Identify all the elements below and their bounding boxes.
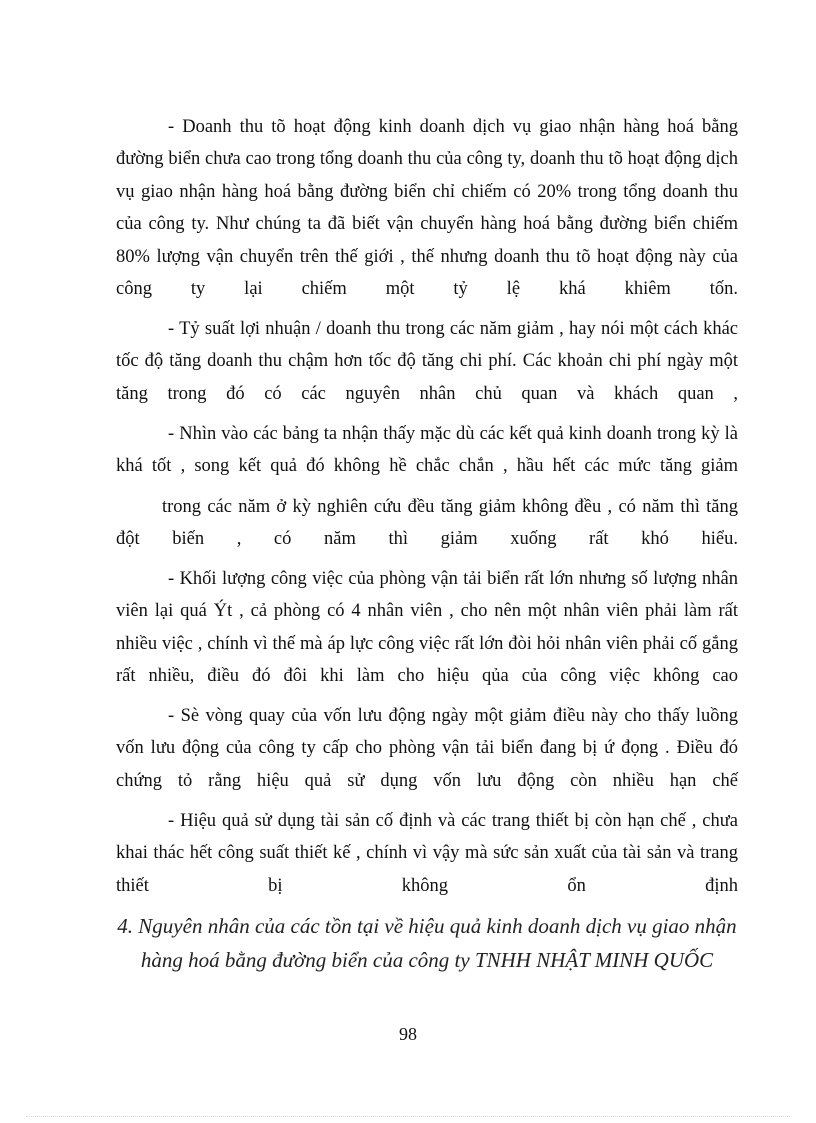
paragraph-text: - Sè vòng quay của vốn lưu động ngày một giảm điều này cho thấy luồng vốn lưu động của công ty cấp cho phòng vận tải biển đang bị ứ đọng . Điều đó chứng tỏ rằng hiệu quả sử dụng vốn lưu động còn nhiều hạn chế <box>116 706 738 791</box>
paragraph-fixed-assets <box>116 805 738 902</box>
paragraph-text: - Doanh thu tõ hoạt động kinh doanh dịch vụ giao nhận hàng hoá bằng đường biển chưa cao trong tổng doanh thu của công ty, doanh thu tõ hoạt động dịch vụ giao nhận hàng hoá bằng đường biển chỉ chiếm có 20% trong tổng doanh thu của công ty. Như chúng ta đã biết vận chuyển hàng hoá bằng đường biển chiếm 80% lượng vận chuyển trên thế giới , thế nhưng doanh thu tõ hoạt động này của công ty lại chiếm một tỷ lệ khá khiêm tốn. <box>116 117 738 300</box>
paragraph-text: - Hiệu quả sử dụng tài sản cố định và các trang thiết bị còn hạn chế , chưa khai thác hết công suất thiết kế , chính vì vậy mà sức sản xuất của tài sản và trang thiết bị không ổn định <box>116 811 738 896</box>
page-number: 98 <box>399 1024 417 1044</box>
paragraph-results-continued <box>116 491 738 556</box>
paragraph-text: - Tỷ suất lợi nhuận / doanh thu trong các năm giảm , hay nói một cách khác tốc độ tăng doanh thu chậm hơn tốc độ tăng chi phí. Các khoản chi phí ngày một tăng trong đó có các nguyên nhân chủ quan và khách quan , <box>116 319 738 404</box>
paragraph-profit-ratio <box>116 313 738 410</box>
paragraph-workload <box>116 563 738 693</box>
paragraph-working-capital <box>116 700 738 797</box>
paragraph-text: - Nhìn vào các bảng ta nhận thấy mặc dù các kết quả kinh doanh trong kỳ là khá tốt , song kết quả đó không hề chắc chắn , hầu hết các mức tăng giảm <box>116 424 738 477</box>
section-heading: 4. Nguyên nhân của các tồn tại về hiệu quả kinh doanh dịch vụ giao nhận hàng hoá bằng đường biển của công ty TNHH NHẬT MINH QUỐC <box>117 914 737 972</box>
paragraph-text: trong các năm ở kỳ nghiên cứu đều tăng giảm không đều , có năm thì tăng đột biến , có năm thì giảm xuống rất khó hiểu. <box>116 497 738 550</box>
paragraph-text: - Khối lượng công việc của phòng vận tải biển rất lớn nhưng số lượng nhân viên lại quá Ýt , cả phòng có 4 nhân viên , cho nên một nhân viên phải làm rất nhiều việc , chính vì thế mà áp lực công việc rất lớn đòi hỏi nhân viên phải cố gắng rất nhiều, điều đó đôi khi làm cho hiệu qủa của công việc không cao <box>116 569 738 687</box>
page-bottom-divider <box>26 1116 790 1117</box>
paragraph-revenue <box>116 111 738 305</box>
paragraph-results <box>116 418 738 483</box>
